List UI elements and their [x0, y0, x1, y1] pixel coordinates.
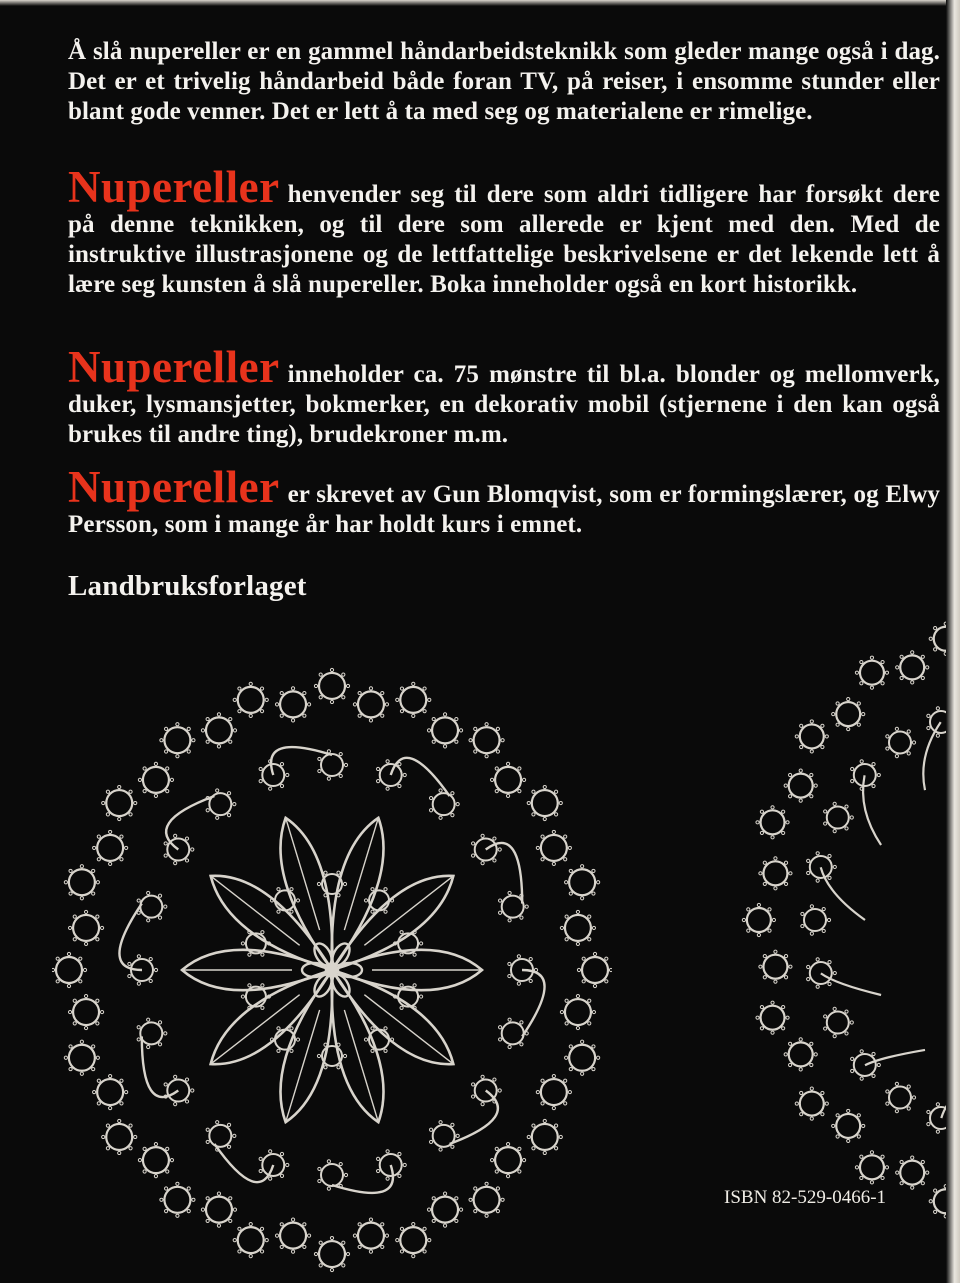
book-title-word: Nupereller	[68, 162, 280, 212]
book-title-word: Nupereller	[68, 342, 280, 392]
cover-right-edge	[946, 0, 960, 1283]
cover-top-edge	[0, 0, 960, 6]
contents-paragraph	[68, 342, 940, 450]
authors-paragraph	[68, 462, 940, 540]
intro-text: Å slå nupereller er en gammel håndarbeidsteknikk som gleder mange også i dag. Det er et trivelig håndarbeid både foran TV, på reiser, i ensomme stunder eller blant gode venner. Det er lett å ta med seg og materialene er rimelige.	[68, 38, 940, 125]
audience-paragraph	[68, 162, 940, 300]
book-title-word: Nupereller	[68, 462, 280, 512]
audience-text: henvender seg til dere som aldri tidligere har forsøkt dere på denne teknikken, og til dere som allerede er kjent med den. Med de instruktive illustrasjonene og de lettfattelige beskrivelsene er det lekende lett å lære seg kunsten å slå nupereller. Boka inneholder også en kort historikk.	[68, 181, 940, 298]
intro-paragraph	[68, 37, 940, 127]
isbn-number: ISBN 82-529-0466-1	[720, 1185, 890, 1211]
authors-text: er skrevet av Gun Blomqvist, som er formingslærer, og Elwy Persson, som i mange år har holdt kurs i emnet.	[68, 481, 940, 538]
tatted-lace-doily-partial-image	[735, 620, 960, 1220]
tatted-lace-doily-image	[52, 640, 612, 1280]
contents-text: inneholder ca. 75 mønstre til bl.a. blonder og mellomverk, duker, lysmansjetter, bokmerker, en dekorativ mobil (stjernene i den kan også brukes til andre ting), brudekroner m.m.	[68, 361, 940, 448]
publisher-name: Landbruksforlaget	[68, 570, 307, 602]
